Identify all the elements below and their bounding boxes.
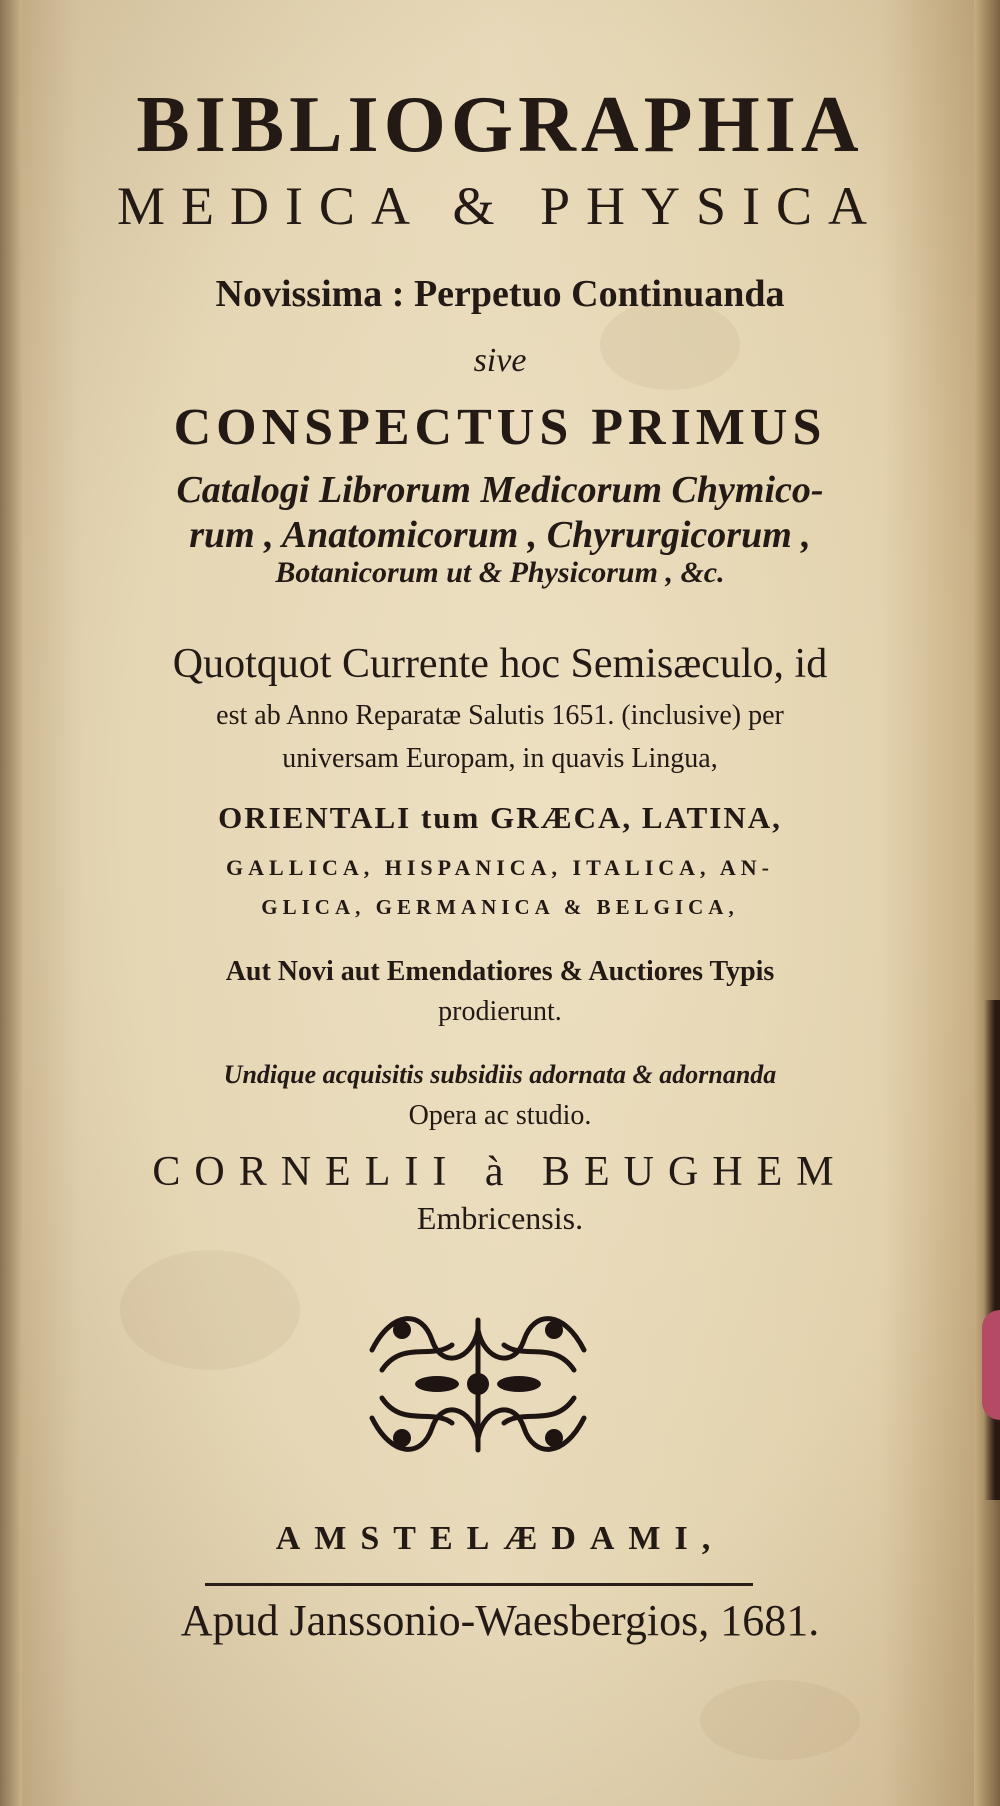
quotquot-line-3: universam Europam, in quavis Lingua, bbox=[282, 743, 718, 774]
undique-line-2: Opera ac studio. bbox=[408, 1100, 592, 1131]
aut-line-1: Aut Novi aut Emendatiores & Auctiores Typis bbox=[225, 956, 775, 987]
imprint-rule bbox=[205, 1583, 753, 1586]
title-line-2: MEDICA & PHYSICA bbox=[116, 176, 884, 236]
quotquot-line-1: Quotquot Currente hoc Semisæculo, id bbox=[172, 641, 828, 687]
languages-line-2: GALLICA, HISPANICA, ITALICA, AN- bbox=[226, 855, 774, 880]
languages-line-1: ORIENTALI tum GRÆCA, LATINA, bbox=[218, 800, 782, 835]
imprint-publisher: Apud Janssonio-Waesbergios, 1681. bbox=[180, 1596, 820, 1645]
undique-line-1: Undique acquisitis subsidiis adornata & adornanda bbox=[223, 1060, 777, 1089]
floral-ornament-icon bbox=[362, 1300, 594, 1468]
languages-line-3: GLICA, GERMANICA & BELGICA, bbox=[261, 895, 739, 919]
sive: sive bbox=[473, 342, 527, 379]
author-name: CORNELII à BEUGHEM bbox=[152, 1149, 848, 1195]
aut-line-2: prodierunt. bbox=[438, 996, 562, 1027]
author-origin: Embricensis. bbox=[416, 1200, 584, 1236]
paper-stain bbox=[700, 1680, 860, 1760]
title-line-1: BIBLIOGRAPHIA bbox=[136, 81, 864, 169]
catalog-line-2: rum , Anatomicorum , Chyrurgicorum , bbox=[189, 514, 811, 556]
paper-stain bbox=[120, 1250, 300, 1370]
conspectus-heading: CONSPECTUS PRIMUS bbox=[173, 399, 827, 456]
subtitle: Novissima : Perpetuo Continuanda bbox=[215, 273, 785, 315]
quotquot-line-2: est ab Anno Reparatæ Salutis 1651. (inclusive) per bbox=[216, 700, 784, 731]
catalog-line-3: Botanicorum ut & Physicorum , &c. bbox=[275, 556, 725, 589]
bookmark-tab bbox=[982, 1310, 1000, 1420]
catalog-line-1: Catalogi Librorum Medicorum Chymico- bbox=[176, 469, 824, 511]
imprint-place: AMSTELÆDAMI, bbox=[275, 1520, 725, 1557]
